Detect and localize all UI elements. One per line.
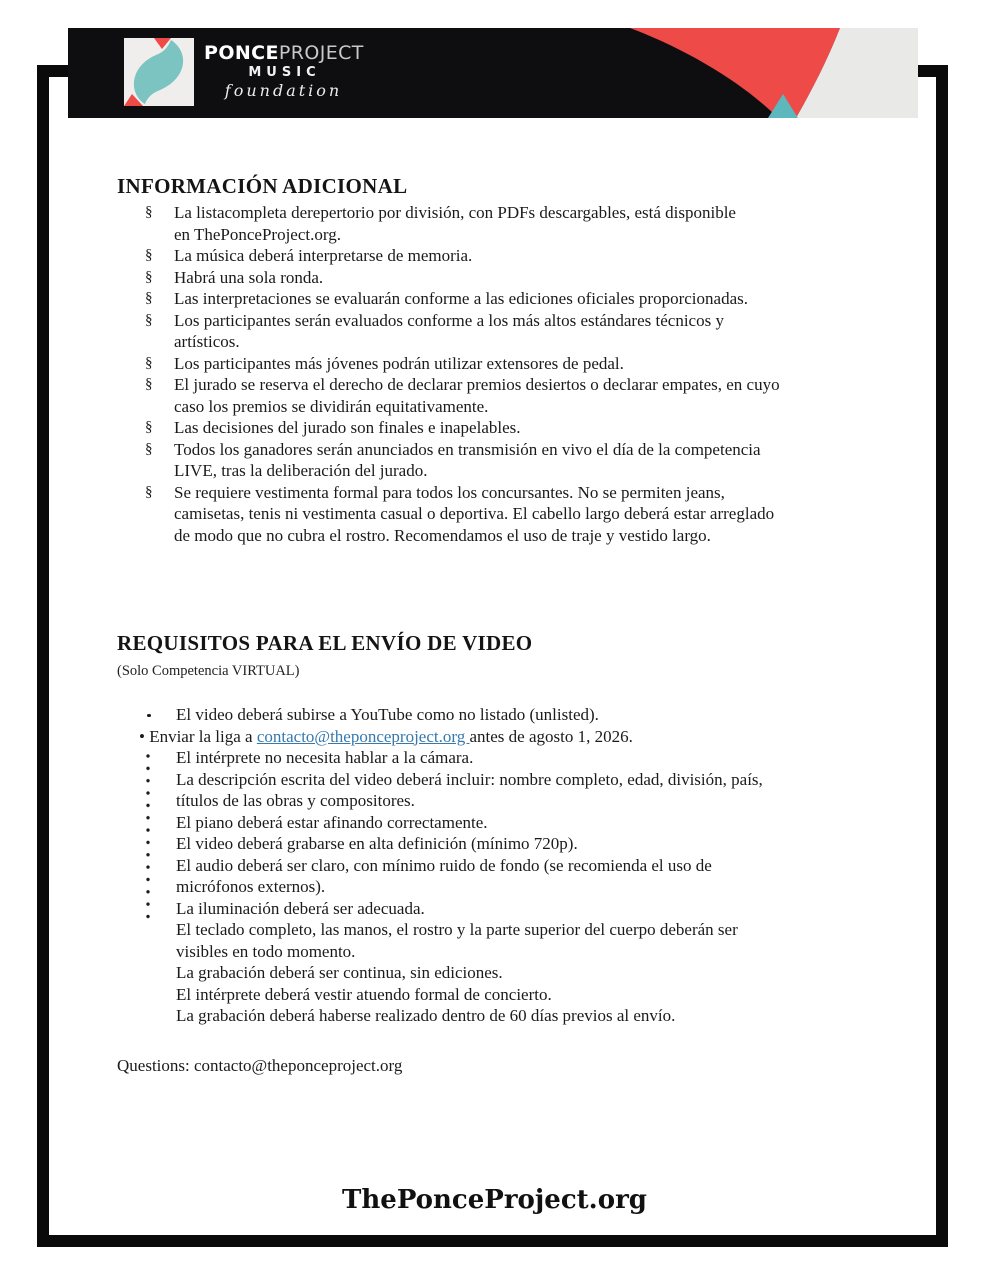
section-marker: § <box>145 204 153 220</box>
video-requirement-line: La grabación deberá ser continua, sin ediciones. <box>176 963 503 982</box>
text-line: camisetas, tenis ni vestimenta casual o deportiva. El cabello largo deberá estar arreglado <box>174 504 775 523</box>
section-marker: § <box>145 483 153 500</box>
video-requirements-list <box>117 704 937 1027</box>
info-list-item <box>117 245 780 267</box>
video-requirement-line <box>139 726 937 748</box>
video-requirement-line: El video deberá subirse a YouTube como no listado (unlisted). <box>176 704 937 726</box>
bullet-glyph: • <box>139 726 150 746</box>
section-marker: § <box>145 247 153 263</box>
info-section-title: INFORMACIÓN ADICIONAL <box>117 174 408 198</box>
info-list-item <box>117 417 780 439</box>
section-marker: § <box>145 440 153 457</box>
section-marker: § <box>145 354 153 371</box>
info-list-item <box>117 267 780 289</box>
video-requirement-line: El audio deberá ser claro, con mínimo ruido de fondo (se recomienda el uso de <box>176 855 712 875</box>
text-line: caso los premios se dividirán equitativamente. <box>174 396 489 416</box>
ribbon-decoration-icon <box>628 28 918 118</box>
section-marker: § <box>145 311 153 328</box>
section-marker: § <box>145 268 153 285</box>
section-marker: § <box>145 419 153 435</box>
info-item-text <box>174 374 780 417</box>
questions-line: Questions: contacto@theponceproject.org <box>117 1056 403 1075</box>
video-requirement-line: El video deberá grabarse en alta definición (mínimo 720p). <box>176 834 578 853</box>
text-line: LIVE, tras la deliberación del jurado. <box>174 461 428 480</box>
text-line: en ThePonceProject.org. <box>174 224 341 244</box>
video-requirement-line: micrófonos externos). <box>176 877 326 896</box>
info-item-text <box>174 245 472 267</box>
footer-brand: ThePonceProject.org <box>342 1185 647 1215</box>
info-item-text <box>174 202 736 245</box>
text-line: Todos los ganadores serán anunciados en transmisión en vivo el día de la competencia <box>174 439 761 459</box>
info-item-text <box>174 267 323 289</box>
video-requirement-line: La descripción escrita del video deberá incluir: nombre completo, edad, división, país, <box>176 769 763 789</box>
video-requirement-line: La iluminación deberá ser adecuada. <box>176 898 425 918</box>
brand-name <box>204 42 364 64</box>
text-line: Se requiere vestimenta formal para todos los concursantes. No se permiten jeans, <box>174 482 725 502</box>
video-requirement-line: títulos de las obras y compositores. <box>176 791 415 810</box>
text-line: artísticos. <box>174 332 240 351</box>
text-line: Los participantes más jóvenes podrán utilizar extensores de pedal. <box>174 353 624 373</box>
brand-music: MUSIC <box>248 65 321 80</box>
text-segment: Enviar la liga a <box>149 726 257 746</box>
video-requirement-line: El teclado completo, las manos, el rostro y la parte superior del cuerpo deberán ser <box>176 920 738 939</box>
video-section-title: REQUISITOS PARA EL ENVÍO DE VIDEO <box>117 631 533 655</box>
video-requirement-line: La grabación deberá haberse realizado dentro de 60 días previos al envío. <box>176 1006 676 1025</box>
text-line: Los participantes serán evaluados conforme a los más altos estándares técnicos y <box>174 310 724 330</box>
info-item-text <box>174 288 748 310</box>
info-list-item <box>117 439 780 482</box>
contact-email-link[interactable]: contacto@theponceproject.org <box>256 726 470 746</box>
text-line: La listacompleta derepertorio por división, con PDFs descargables, está disponible <box>174 203 736 222</box>
info-item-text <box>174 482 774 547</box>
info-list <box>117 202 780 546</box>
section-marker: § <box>145 376 153 392</box>
video-section-subtitle: (Solo Competencia VIRTUAL) <box>117 663 300 679</box>
text-line: de modo que no cubra el rostro. Recomendamos el uso de traje y vestido largo. <box>174 525 711 545</box>
section-marker: § <box>145 290 153 306</box>
text-line: La música deberá interpretarse de memoria. <box>174 246 473 265</box>
info-list-item <box>117 288 780 310</box>
logo-wordmark <box>204 42 364 100</box>
text-segment: antes de agosto 1, 2026. <box>469 726 633 746</box>
brand-foundation: foundation <box>224 81 343 100</box>
info-list-item <box>117 353 780 375</box>
info-list-item <box>117 202 780 245</box>
video-requirement-line: El intérprete deberá vestir atuendo formal de concierto. <box>176 984 552 1004</box>
bullet-dot-column <box>146 754 150 922</box>
brand-name-project: PROJECT <box>278 42 364 64</box>
text-line: Las decisiones del jurado son finales e inapelables. <box>174 418 521 437</box>
video-requirement-line: visibles en todo momento. <box>176 941 356 961</box>
info-list-item <box>117 374 780 417</box>
info-list-item <box>117 482 780 547</box>
info-item-text <box>174 353 624 375</box>
info-item-text <box>174 417 521 439</box>
wave-logo-icon <box>124 38 194 106</box>
video-requirement-line: El intérprete no necesita hablar a la cámara. <box>176 748 474 767</box>
info-item-text <box>174 310 724 353</box>
video-requirement-line: El piano deberá estar afinando correctamente. <box>176 812 488 832</box>
info-item-text <box>174 439 761 482</box>
text-line: El jurado se reserva el derecho de declarar premios desiertos o declarar empates, en cuyo <box>174 375 780 394</box>
brand-name-ponce: PONCE <box>204 42 279 64</box>
info-list-item <box>117 310 780 353</box>
header-banner <box>68 28 918 118</box>
text-line: Las interpretaciones se evaluarán conforme a las ediciones oficiales proporcionadas. <box>174 289 748 308</box>
text-line: Habrá una sola ronda. <box>174 267 324 287</box>
